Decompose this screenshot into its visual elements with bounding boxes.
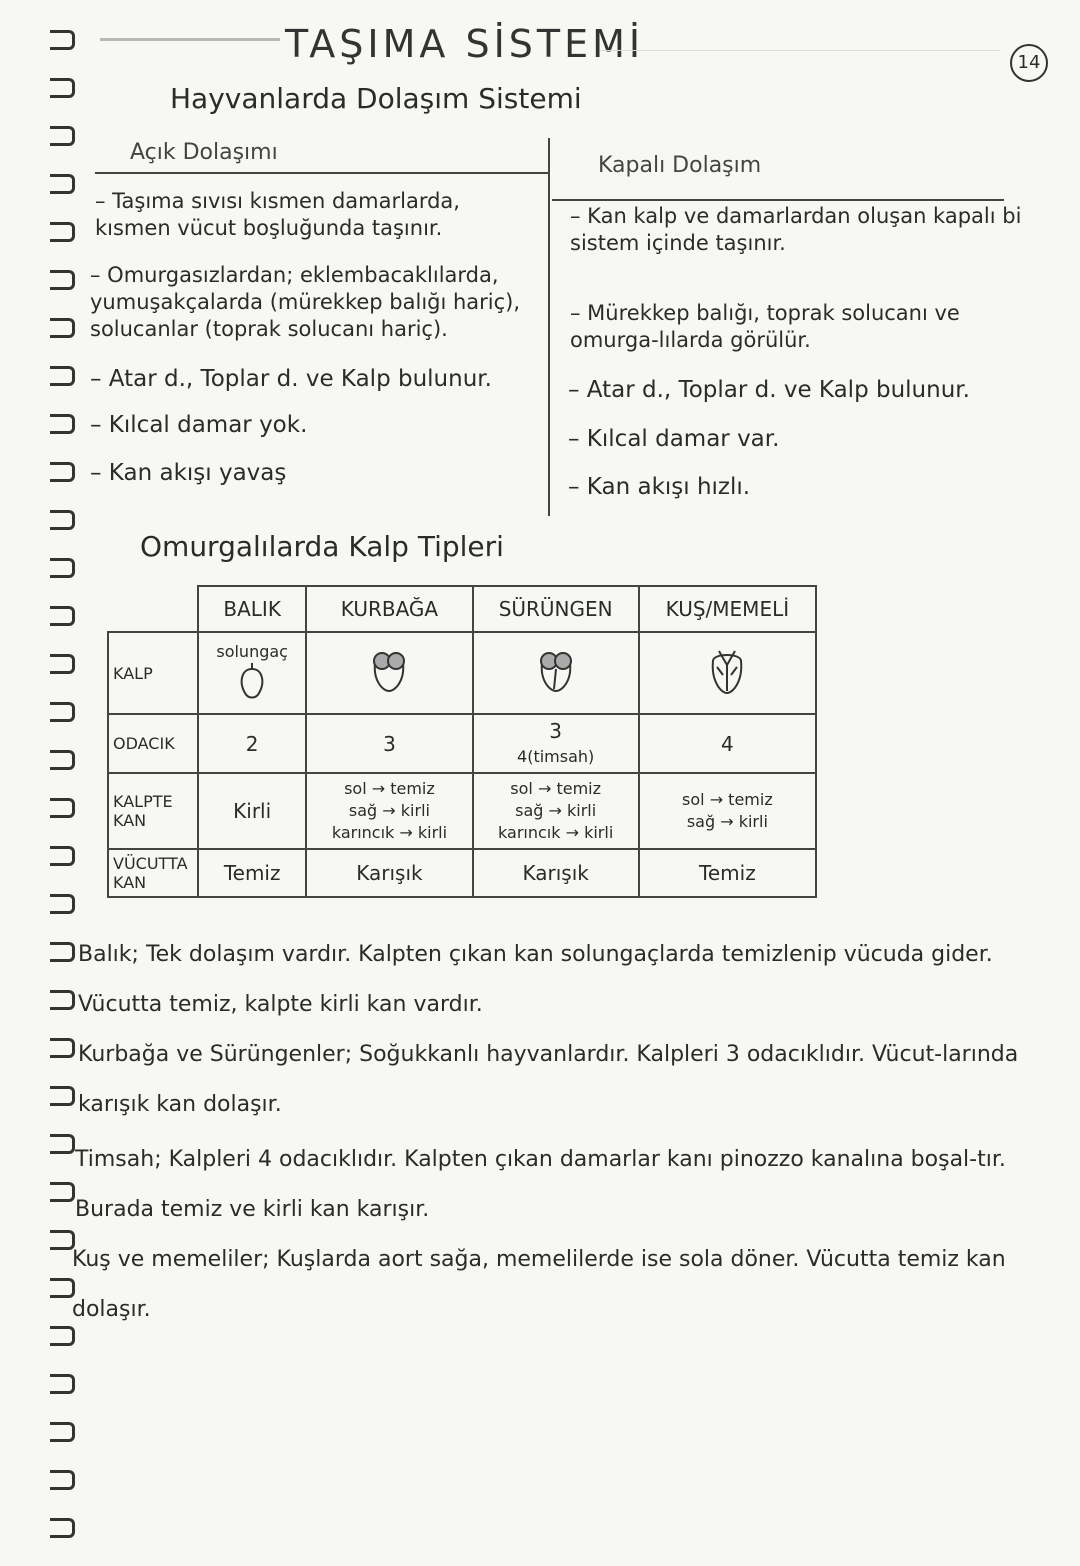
frog-blood-ventricle: karıncık → kirli (331, 823, 448, 842)
frog-chambers: 3 (306, 714, 472, 773)
closed-note-2: – Mürekkep balığı, toprak solucanı ve omurga-lılarda görülür. (570, 301, 960, 352)
closed-note-4: – Kılcal damar var. (568, 426, 780, 452)
reptile-heart-cell (473, 632, 639, 714)
heart-blood-label-line-2: KAN (113, 811, 147, 830)
frog-heart-cell (306, 632, 472, 714)
row-heart-blood-label (108, 773, 198, 849)
frog-blood-right: sağ → kirli (348, 801, 430, 820)
bird-heart-blood (639, 773, 816, 849)
body-blood-label-line-2: KAN (113, 873, 147, 892)
section-subtitle: Hayvanlarda Dolaşım Sistemi (170, 82, 582, 115)
frog-heart-icon (367, 647, 411, 695)
crocodile-paragraph: Timsah; Kalpleri 4 odacıklıdır. Kalpten çıkan damarlar kanı pinozzo kanalına boşal-tır. Burada temiz ve kirli kan karışır. (75, 1147, 1006, 1222)
column-divider (548, 138, 550, 516)
row-chamber-label: ODACIK (108, 714, 198, 773)
spiral-binding (50, 30, 80, 1566)
fish-heart-cell (198, 632, 306, 714)
bird-mammal-heart-icon (705, 645, 749, 697)
col-fish: BALIK (198, 586, 306, 632)
col-bird-mammal: KUŞ/MEMELİ (639, 586, 816, 632)
reptile-chambers-value: 3 (549, 719, 563, 743)
reptile-blood-left: sol → temiz (510, 779, 601, 798)
open-note-3: – Atar d., Toplar d. ve Kalp bulunur. (90, 366, 492, 392)
open-note-1: – Taşıma sıvısı kısmen damarlarda, kısmen vücut boşluğunda taşınır. (95, 189, 460, 240)
fish-body-blood: Temiz (198, 849, 306, 897)
gill-label: solungaç (216, 642, 288, 661)
bird-heart-cell (639, 632, 816, 714)
frog-body-blood: Karışık (306, 849, 472, 897)
open-note-5: – Kan akışı yavaş (90, 460, 287, 486)
fish-chambers: 2 (198, 714, 306, 773)
heart-types-heading: Omurgalılarda Kalp Tipleri (140, 530, 504, 563)
reptile-blood-ventricle: karıncık → kirli (498, 823, 614, 842)
col-frog: KURBAĞA (306, 586, 472, 632)
heart-types-table (107, 585, 817, 898)
bird-chambers: 4 (639, 714, 816, 773)
fish-paragraph: Balık; Tek dolaşım vardır. Kalpten çıkan kan solungaçlarda temizlenip vücuda gider. Vücutta temiz, kalpte kirli kan vardır. (78, 942, 993, 1017)
reptile-body-blood: Karışık (473, 849, 639, 897)
bird-body-blood: Temiz (639, 849, 816, 897)
bird-blood-right: sağ → kirli (686, 812, 768, 831)
heart-blood-label-line-1: KALPTE (113, 792, 173, 811)
bird-blood-left: sol → temiz (682, 790, 773, 809)
closed-note-1: – Kan kalp ve damarlardan oluşan kapalı bi sistem içinde taşınır. (570, 204, 1022, 255)
row-body-blood-label (108, 849, 198, 897)
closed-note-5: – Kan akışı hızlı. (568, 474, 751, 500)
row-heart-label: KALP (108, 632, 198, 714)
fish-heart-blood: Kirli (198, 773, 306, 849)
reptile-heart-icon (534, 647, 578, 695)
closed-heading-rule (552, 199, 1004, 201)
open-note-2: – Omurgasızlardan; eklembacaklılarda, yumuşakçalarda (mürekkep balığı hariç), solucanlar (toprak solucanı hariç). (90, 263, 521, 341)
open-circulation-heading: Açık Dolaşımı (130, 140, 278, 165)
croc-chambers-note: 4(timsah) (517, 747, 595, 766)
reptile-blood-right: sağ → kirli (515, 801, 597, 820)
open-note-4: – Kılcal damar yok. (90, 412, 308, 438)
open-heading-rule (95, 172, 550, 174)
body-blood-label-line-1: VÜCUTTA (113, 854, 188, 873)
col-reptile: SÜRÜNGEN (473, 586, 639, 632)
title-rule-right (600, 50, 1000, 51)
reptile-chambers (473, 714, 639, 773)
reptile-heart-blood (473, 773, 639, 849)
bird-mammal-paragraph: Kuş ve memeliler; Kuşlarda aort sağa, memelilerde ise sola döner. Vücutta temiz kan dolaşır. (72, 1247, 1006, 1322)
page-title: TAŞIMA SİSTEMİ (285, 22, 645, 66)
page-number: 14 (1010, 44, 1048, 82)
title-rule-left (100, 38, 280, 41)
closed-circulation-heading: Kapalı Dolaşım (598, 153, 762, 178)
frog-blood-left: sol → temiz (344, 779, 435, 798)
frog-reptile-paragraph: Kurbağa ve Sürüngenler; Soğukkanlı hayvanlardır. Kalpleri 3 odacıklıdır. Vücut-larında karışık kan dolaşır. (78, 1042, 1019, 1117)
frog-heart-blood (306, 773, 472, 849)
closed-note-3: – Atar d., Toplar d. ve Kalp bulunur. (568, 377, 970, 403)
table-corner (108, 586, 198, 632)
fish-heart-icon (235, 663, 269, 703)
